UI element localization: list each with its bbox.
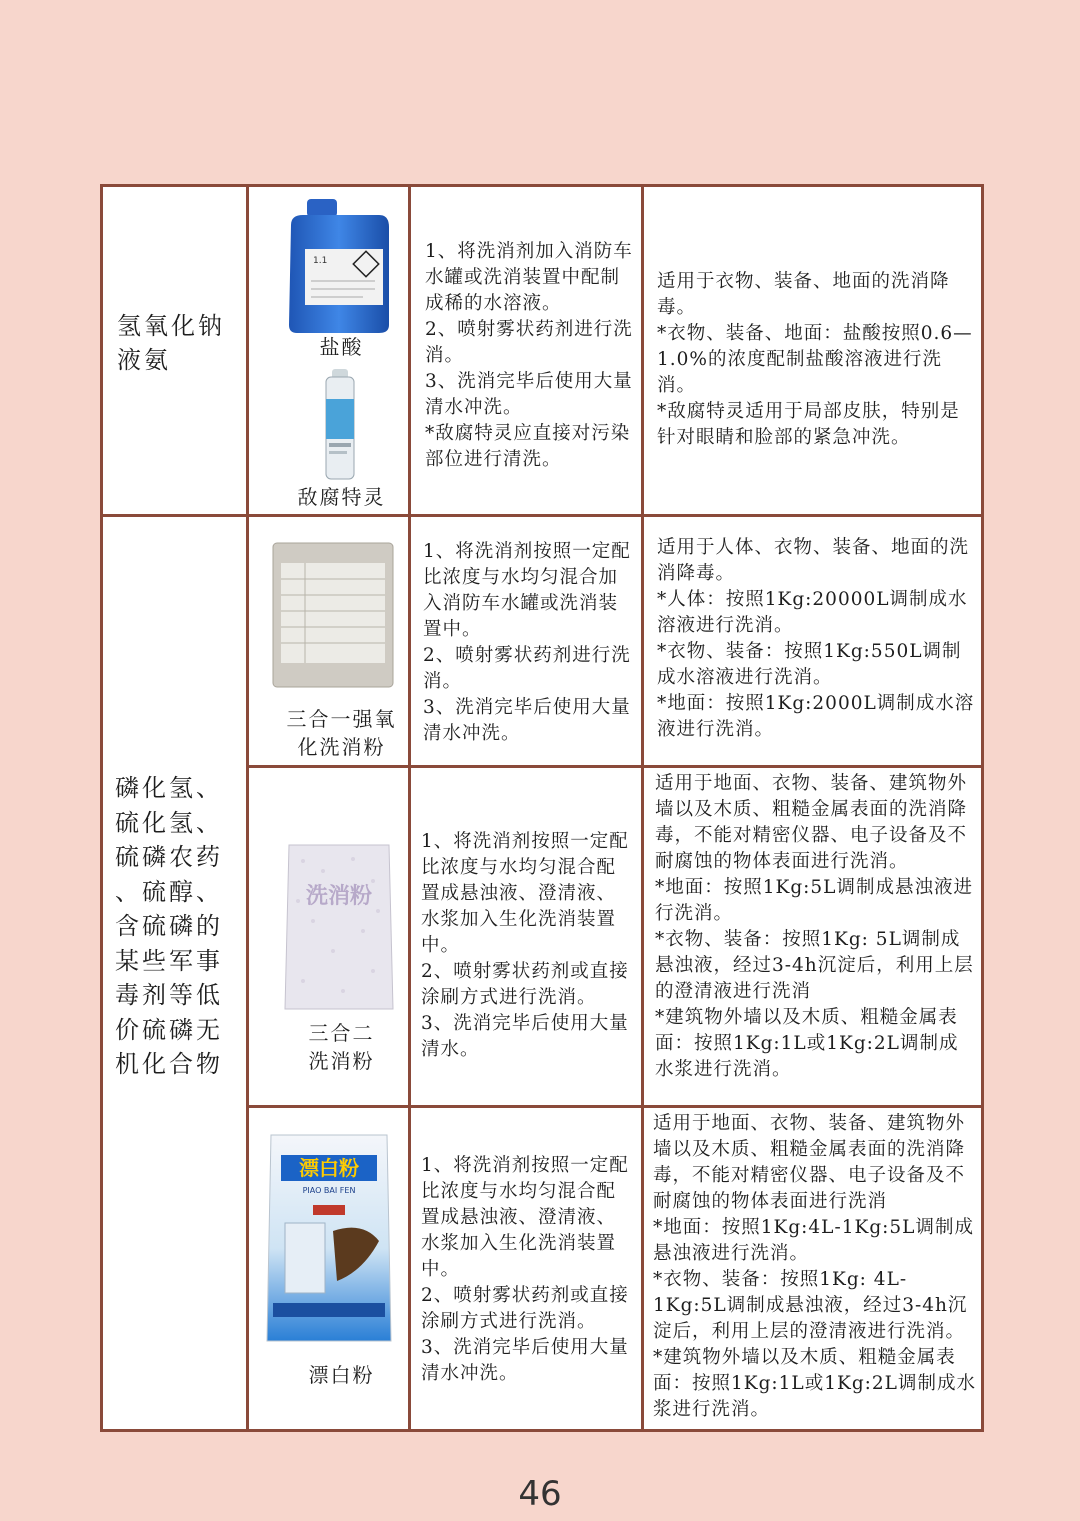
chemical-name-cell: 磷化氢、 硫化氢、 硫磷农药 、硫醇、 含硫磷的 某些军事 毒剂等低 价硫磷无 机化合物 — [115, 774, 223, 1078]
table-divider — [641, 187, 644, 1429]
product-name-label: 漂白粉 — [308, 1363, 375, 1387]
two-in-one-powder-bag-image — [283, 841, 395, 1013]
product-name-label: 盐酸 — [319, 335, 364, 359]
product-name-label: 三合一强氧 化洗消粉 — [286, 707, 397, 759]
table-divider — [408, 187, 411, 1429]
applicability-text: 适用于人体、衣物、装备、地面的洗消降毒。 *人体：按照1Kg:20000L调制成水溶液进行洗消。 *衣物、装备：按照1Kg:550L调制成水溶液进行洗消。 *地面：按照1Kg:2000L调制成水溶液进行洗消。 — [657, 537, 975, 740]
decontamination-table — [100, 184, 984, 1432]
applicability-text: 适用于地面、衣物、装备、建筑物外墙以及木质、粗糙金属表面的洗消降毒，不能对精密仪器、电子设备及不耐腐蚀的物体表面进行洗消。 *地面：按照1Kg:5L调制成悬浊液进行洗消。 *衣物、装备：按照1Kg: 5L调制成悬浊液，经过3-4h沉淀后，利用上层的澄清液进行洗消 *建筑物外墙以及木质、粗糙金属表面：按照1Kg:1L或1Kg:2L调制成水浆进行洗消。 — [655, 773, 974, 1080]
applicability-text: 适用于衣物、装备、地面的洗消降毒。 *衣物、装备、地面：盐酸按照0.6—1.0%的浓度配制盐酸溶液进行洗消。 *敌腐特灵适用于局部皮肤，特别是针对眼睛和脸部的紧急冲洗。 — [657, 271, 973, 448]
usage-method-text: 1、将洗消剂按照一定配比浓度与水均匀混合配置成悬浊液、澄清液、水浆加入生化洗消装置中。 2、喷射雾状药剂或直接涂刷方式进行洗消。 3、洗消完毕后使用大量清水冲洗。 — [421, 1155, 629, 1384]
three-in-one-powder-bag-image — [271, 541, 395, 689]
applicability-text: 适用于地面、衣物、装备、建筑物外墙以及木质、粗糙金属表面的洗消降毒，不能对精密仪器、电子设备及不耐腐蚀的物体表面进行洗消 *地面：按照1Kg:4L-1Kg:5L调制成悬浊液进行洗消。 *衣物、装备：按照1Kg: 4L-1Kg:5L调制成悬浊液，经过3-4h沉淀后，利用上层的澄清液进行洗消。 *建筑物外墙以及木质、粗糙金属表面：按照1Kg:1L或1Kg:2L调制成水浆进行洗消。 — [653, 1113, 976, 1420]
table-divider — [246, 1105, 981, 1108]
usage-method-text: 1、将洗消剂按照一定配比浓度与水均匀混合加入消防车水罐或洗消装置中。 2、喷射雾状药剂进行洗消。 3、洗消完毕后使用大量清水冲洗。 — [423, 541, 631, 744]
usage-method-text: 1、将洗消剂加入消防车水罐或洗消装置中配制成稀的水溶液。 2、喷射雾状药剂进行洗消。 3、洗消完毕后使用大量清水冲洗。 *敌腐特灵应直接对污染部位进行清洗。 — [425, 241, 633, 470]
bag-title-text: 洗消粉 — [305, 883, 373, 909]
page-number: 46 — [518, 1474, 562, 1514]
product-name-label: 敌腐特灵 — [297, 485, 386, 509]
hydrochloric-acid-jerrycan-image — [283, 195, 395, 335]
usage-method-text: 1、将洗消剂按照一定配比浓度与水均匀混合配置成悬浊液、澄清液、水浆加入生化洗消装置中。 2、喷射雾状药剂或直接涂刷方式进行洗消。 3、洗消完毕后使用大量清水。 — [421, 831, 629, 1060]
product-name-label: 三合二 洗消粉 — [308, 1021, 375, 1073]
table-divider — [103, 514, 981, 517]
bleaching-powder-bag-image — [263, 1131, 395, 1345]
chemical-name-cell: 氢氧化钠 液氨 — [117, 312, 225, 374]
bag-title-text: 漂白粉 — [299, 1156, 359, 1180]
diphoterine-spray-image — [323, 369, 357, 481]
table-divider — [246, 187, 249, 1429]
jerrycan-label-text: 1.1 — [313, 256, 328, 266]
bag-subtitle-text: PIAO BAI FEN — [302, 1186, 356, 1195]
table-divider — [246, 765, 981, 768]
